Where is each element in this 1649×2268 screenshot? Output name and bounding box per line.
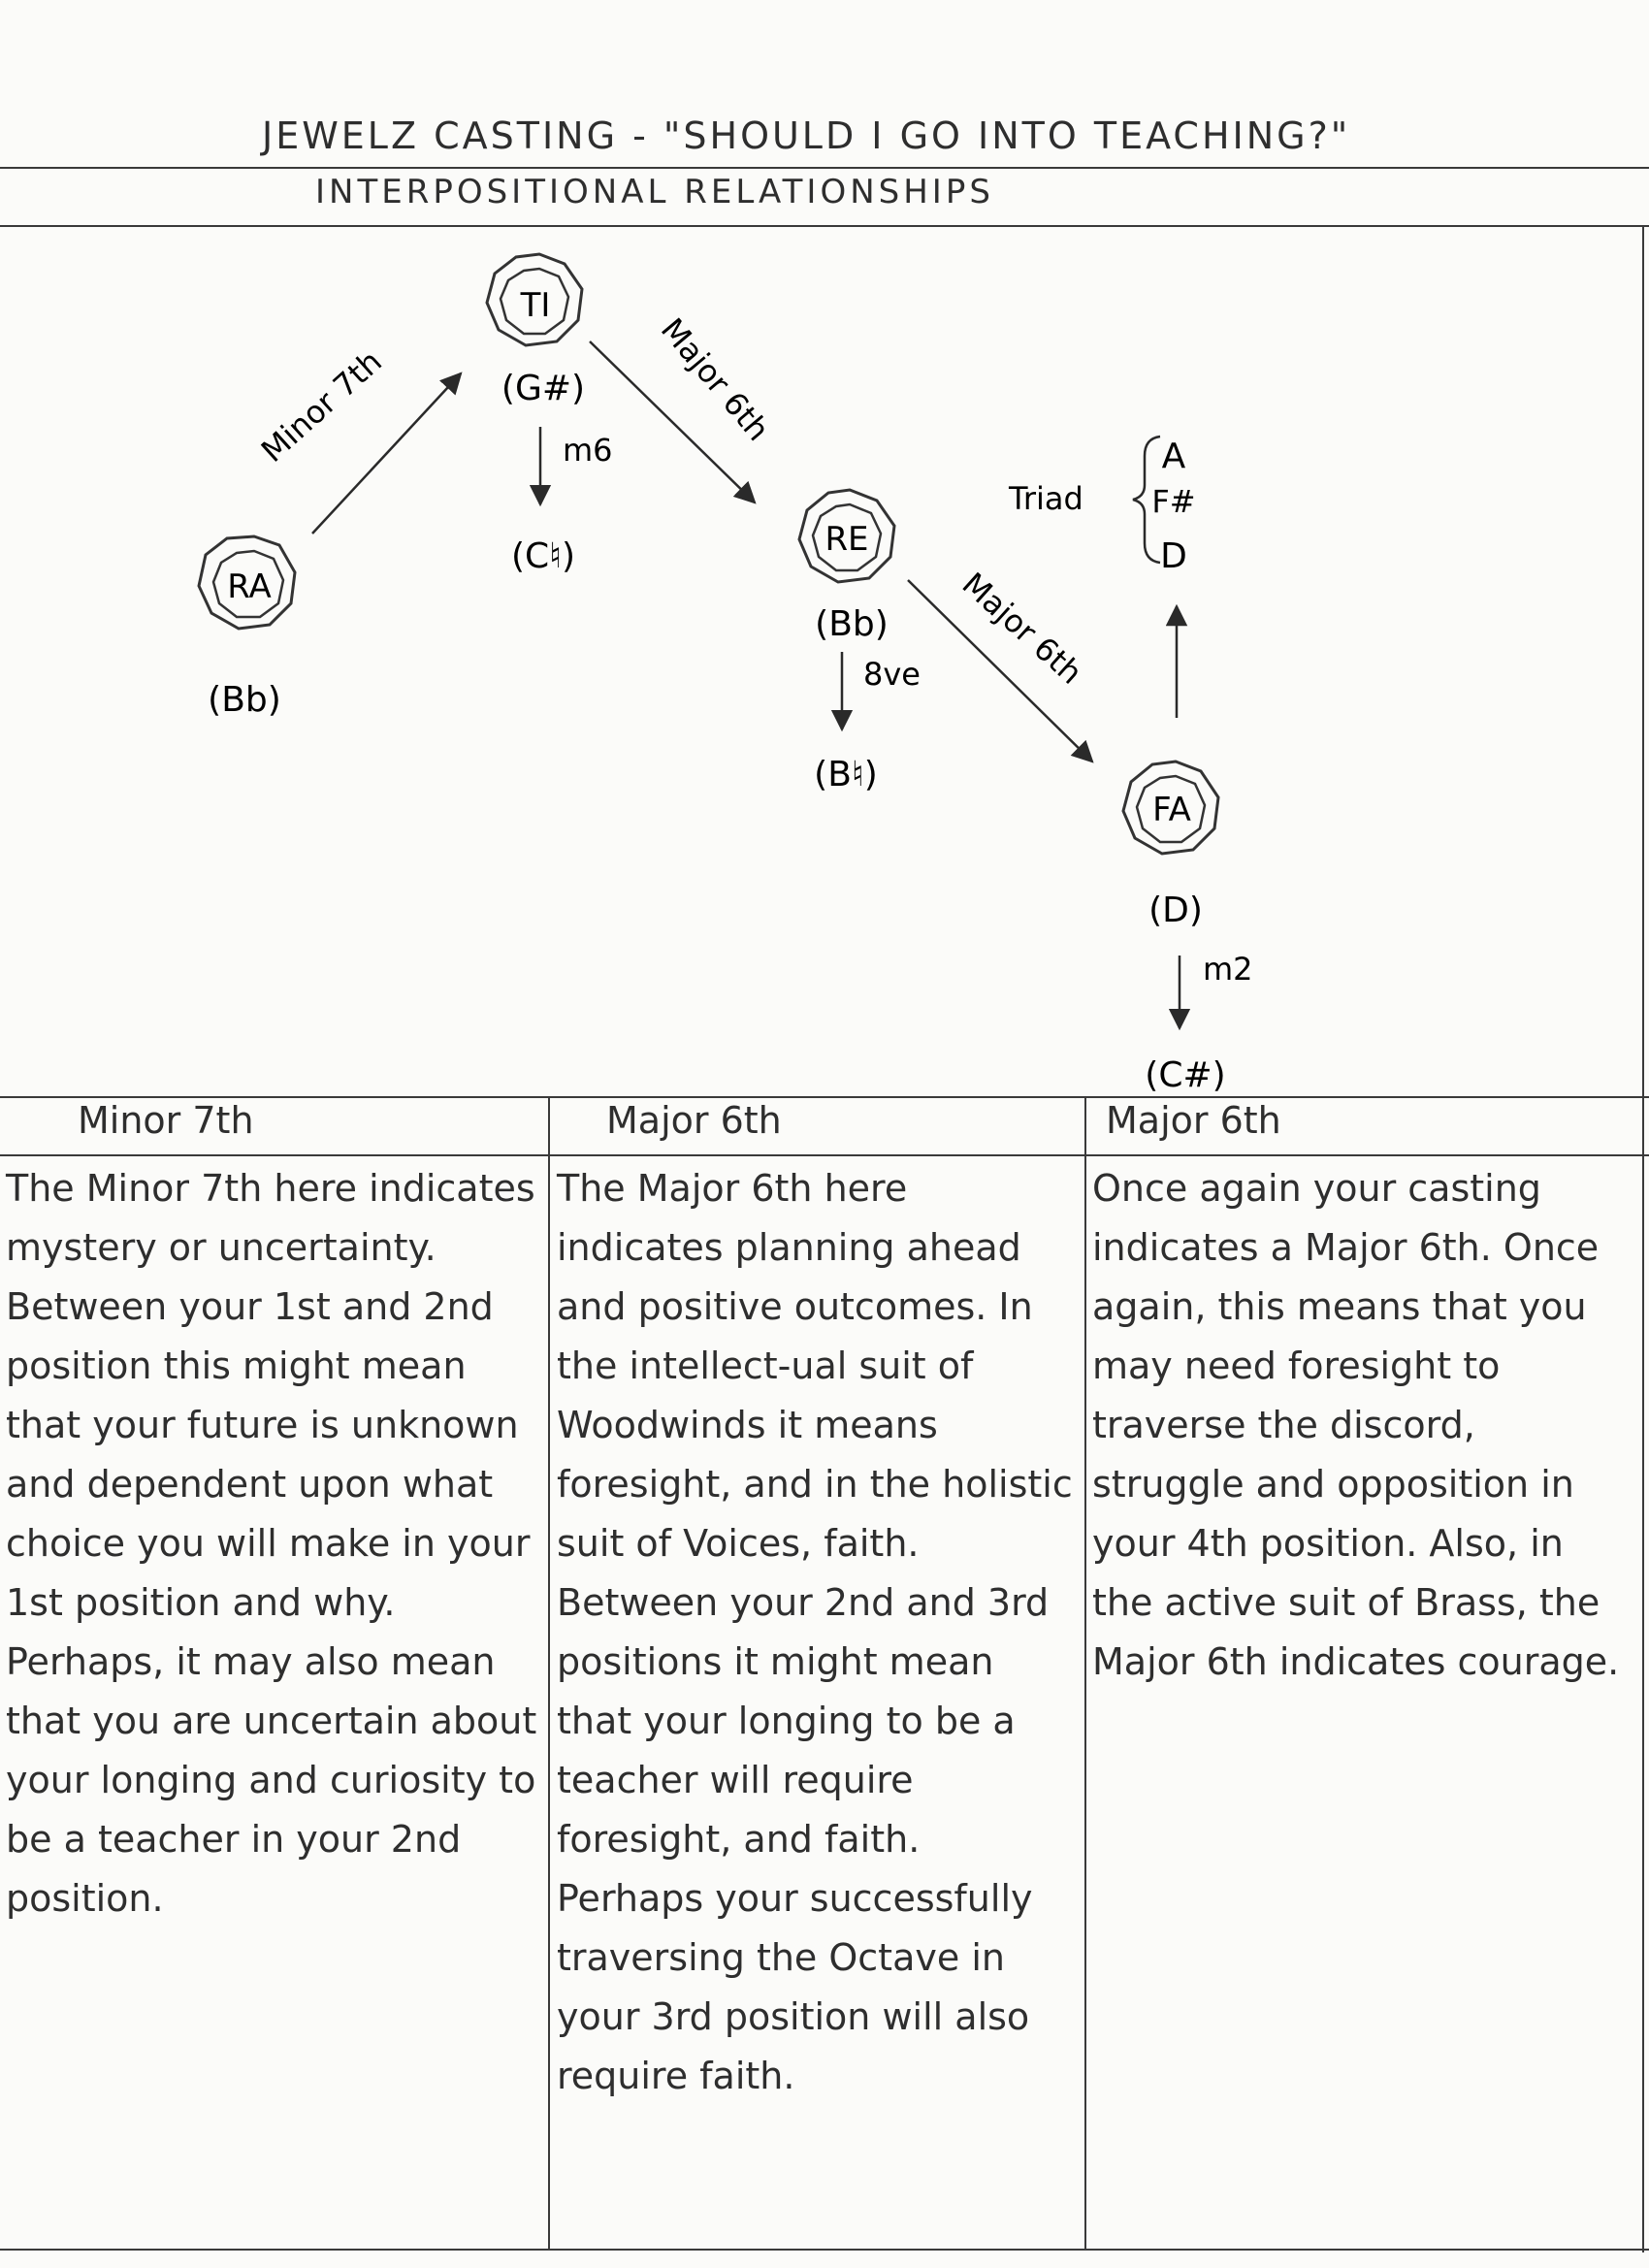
offshoot-note-ti: (C♮)	[510, 536, 576, 576]
interval-diagram	[0, 0, 1649, 1106]
column-text-major-6th-b: Once again your casting indicates a Major 6th. Once again, this means that you may need foresight to traverse the discord, struggle and opposition in your 4th position. Also, in the active suit of Brass, the Major 6th indicates courage.	[1092, 1167, 1620, 1683]
node-fa	[1123, 761, 1218, 854]
node-ra	[199, 536, 295, 629]
note-re: (Bb)	[815, 604, 889, 644]
page-subtitle: INTERPOSITIONAL RELATIONSHIPS	[315, 173, 994, 211]
triad-note-3: D	[1160, 536, 1187, 576]
column-text-major-6th-a: The Major 6th here indicates planning ahead and positive outcomes. In the intellect-ual suit of Woodwinds it means foresight, and in the holistic suit of Voices, faith. Between your 2nd and 3rd positions it might mean that your longing to be a teacher will require foresight, and faith. Perhaps your successfully traversing the Octave in your 3rd position will also require faith.	[557, 1167, 1073, 2097]
interval-label-ra-ti: Minor 7th	[253, 342, 389, 470]
offshoot-label-re: 8ve	[863, 656, 921, 693]
offshoot-note-re: (B♮)	[814, 755, 878, 794]
offshoot-label-ti: m6	[563, 432, 613, 469]
column-heading-major-6th-a: Major 6th	[606, 1099, 782, 1142]
page-right-border	[1642, 225, 1644, 2252]
table-bottom-rule	[0, 2249, 1649, 2251]
triad-label: Triad	[1009, 480, 1083, 517]
triad-note-1: A	[1161, 437, 1186, 476]
node-ti	[487, 254, 582, 345]
column-heading-minor-7th: Minor 7th	[78, 1099, 254, 1142]
table-top-rule	[0, 1096, 1649, 1098]
column-text-minor-7th: The Minor 7th here indicates mystery or uncertainty. Between your 1st and 2nd position this might mean that your future is unknown and dependent upon what choice you will make in your 1st position and why. Perhaps, it may also mean that you are uncertain about your longing and curiosity to be a teacher in your 2nd position.	[6, 1167, 537, 1920]
offshoot-note-fa: (C#)	[1145, 1055, 1226, 1095]
triad-note-2: F#	[1151, 483, 1196, 520]
interval-label-ti-re: Major 6th	[653, 310, 777, 448]
offshoot-label-fa: m2	[1203, 951, 1253, 988]
note-ti: (G#)	[501, 369, 586, 408]
table-col-divider-1	[548, 1096, 550, 2251]
node-label-ti: TI	[520, 286, 551, 325]
table-header-rule	[0, 1154, 1649, 1156]
page-title: JEWELZ CASTING - "SHOULD I GO INTO TEACHING?"	[262, 114, 1351, 157]
node-re	[799, 490, 894, 582]
interval-label-re-fa: Major 6th	[954, 565, 1090, 692]
column-heading-major-6th-b: Major 6th	[1106, 1099, 1281, 1142]
node-label-ra: RA	[227, 567, 272, 606]
node-label-re: RE	[824, 520, 869, 559]
note-ra: (Bb)	[208, 680, 281, 720]
table-col-divider-2	[1084, 1096, 1086, 2251]
note-fa: (D)	[1148, 891, 1203, 930]
node-label-fa: FA	[1152, 791, 1191, 829]
